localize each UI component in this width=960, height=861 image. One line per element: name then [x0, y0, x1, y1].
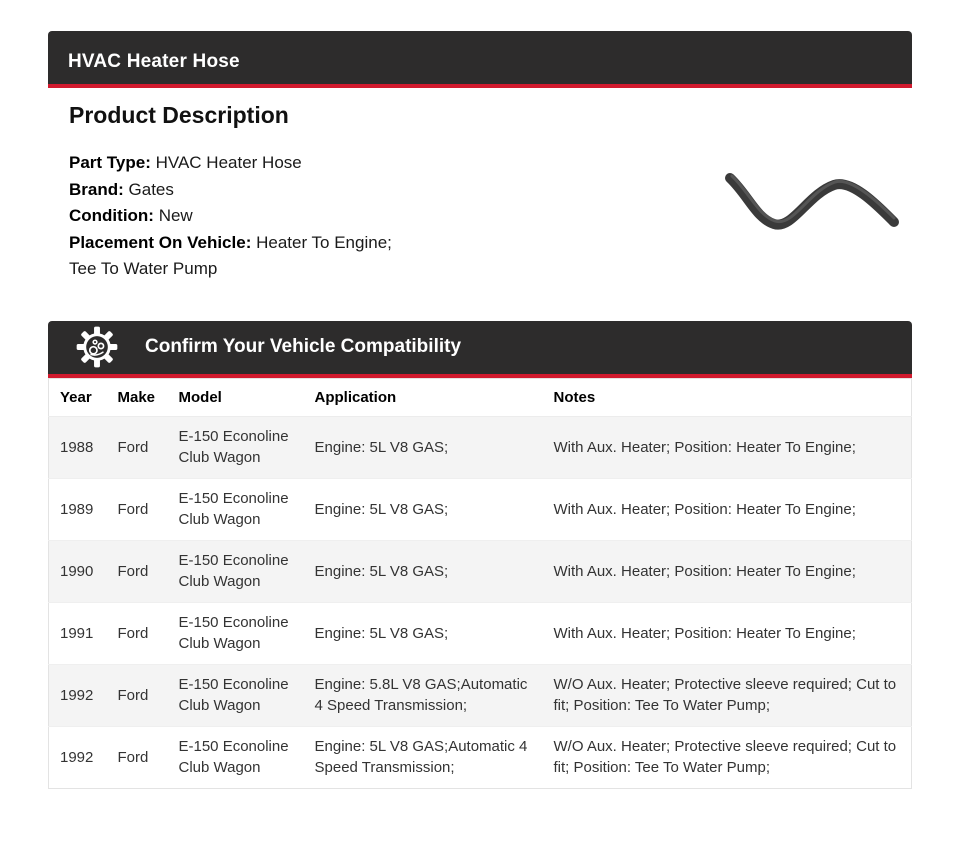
- cell-notes: With Aux. Heater; Position: Heater To Engine;: [543, 540, 912, 602]
- cell-notes: W/O Aux. Heater; Protective sleeve required; Cut to fit; Position: Tee To Water Pump;: [543, 664, 912, 726]
- compatibility-header-bar: [48, 321, 912, 378]
- product-description-section: [48, 102, 912, 283]
- cell-year: 1992: [49, 664, 107, 726]
- cell-notes: With Aux. Heater; Position: Heater To Engine;: [543, 602, 912, 664]
- cell-application: Engine: 5L V8 GAS;Automatic 4 Speed Transmission;: [304, 726, 543, 788]
- cell-make: Ford: [107, 416, 168, 478]
- table-row: [49, 664, 912, 726]
- cell-make: Ford: [107, 726, 168, 788]
- column-header-notes: Notes: [543, 378, 912, 416]
- compatibility-table: [48, 378, 912, 789]
- field-value: Heater To Engine;: [256, 232, 392, 252]
- field-value: New: [158, 206, 193, 225]
- cell-application: Engine: 5.8L V8 GAS;Automatic 4 Speed Transmission;: [304, 664, 543, 726]
- cell-model: E-150 Econoline Club Wagon: [168, 540, 304, 602]
- field-value: Gates: [128, 179, 174, 199]
- cell-notes: With Aux. Heater; Position: Heater To Engine;: [543, 416, 912, 478]
- field-label: Placement On Vehicle:: [69, 232, 252, 252]
- hose-product-image: [722, 168, 904, 240]
- cell-model: E-150 Econoline Club Wagon: [168, 664, 304, 726]
- table-row: [49, 602, 912, 664]
- table-row: [49, 726, 912, 788]
- cell-model: E-150 Econoline Club Wagon: [168, 478, 304, 540]
- cell-application: Engine: 5L V8 GAS;: [304, 416, 543, 478]
- cell-notes: W/O Aux. Heater; Protective sleeve required; Cut to fit; Position: Tee To Water Pump;: [543, 726, 912, 788]
- table-row: [49, 478, 912, 540]
- cell-year: 1988: [49, 416, 107, 478]
- placement-continuation-line: Tee To Water Pump: [69, 259, 218, 278]
- field-value: HVAC Heater Hose: [155, 153, 302, 172]
- cell-make: Ford: [107, 478, 168, 540]
- field-label: Part Type:: [69, 153, 151, 172]
- field-label: Brand:: [69, 179, 124, 199]
- cell-make: Ford: [107, 602, 168, 664]
- compatibility-heading: Confirm Your Vehicle Compatibility: [145, 336, 462, 357]
- product-title-bar: [48, 31, 912, 88]
- field-label: Condition:: [69, 206, 154, 225]
- cell-application: Engine: 5L V8 GAS;: [304, 602, 543, 664]
- cell-year: 1989: [49, 478, 107, 540]
- cell-year: 1990: [49, 540, 107, 602]
- product-description-heading: Product Description: [69, 102, 289, 128]
- cell-year: 1992: [49, 726, 107, 788]
- product-title: HVAC Heater Hose: [68, 50, 240, 72]
- column-header-application: Application: [304, 378, 543, 416]
- column-header-model: Model: [168, 378, 304, 416]
- column-header-make: Make: [107, 378, 168, 416]
- cell-model: E-150 Econoline Club Wagon: [168, 726, 304, 788]
- table-row: [49, 540, 912, 602]
- page: [48, 31, 912, 789]
- compatibility-table-header: [49, 378, 912, 416]
- cell-make: Ford: [107, 664, 168, 726]
- cell-application: Engine: 5L V8 GAS;: [304, 478, 543, 540]
- cell-model: E-150 Econoline Club Wagon: [168, 416, 304, 478]
- column-header-year: Year: [49, 378, 107, 416]
- table-row: [49, 416, 912, 478]
- cell-application: Engine: 5L V8 GAS;: [304, 540, 543, 602]
- cell-make: Ford: [107, 540, 168, 602]
- cell-model: E-150 Econoline Club Wagon: [168, 602, 304, 664]
- compat-table-body: [49, 416, 912, 788]
- gear-icon: [76, 326, 118, 368]
- cell-year: 1991: [49, 602, 107, 664]
- cell-notes: With Aux. Heater; Position: Heater To Engine;: [543, 478, 912, 540]
